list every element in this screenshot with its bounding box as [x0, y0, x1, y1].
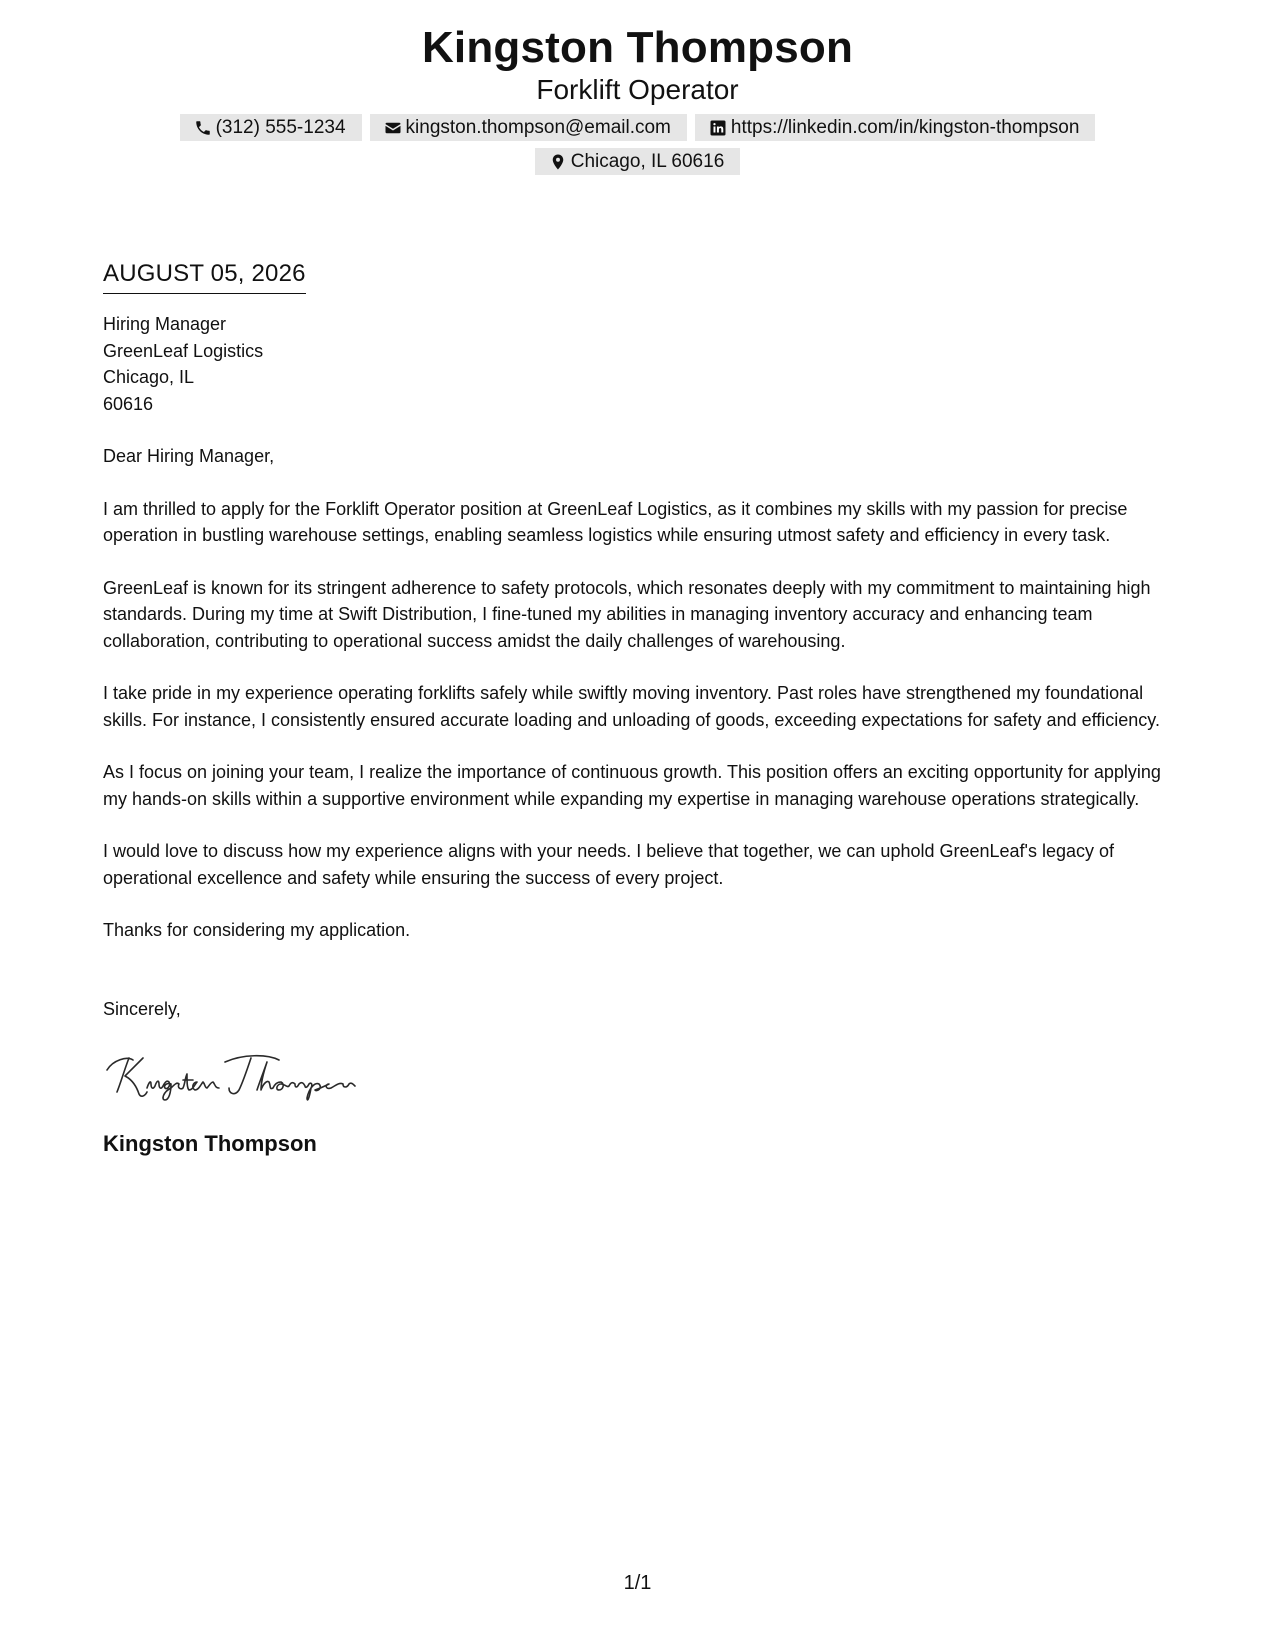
phone-number: (312) 555-1234	[215, 117, 346, 138]
location-text: Chicago, IL 60616	[570, 151, 725, 172]
letter-date: AUGUST 05, 2026	[103, 257, 306, 294]
location-chip[interactable]	[535, 148, 741, 175]
phone-chip[interactable]	[180, 114, 362, 141]
recipient-line: Chicago, IL	[103, 367, 195, 387]
map-pin-icon	[549, 153, 567, 171]
linkedin-chip[interactable]	[695, 114, 1096, 141]
body-paragraph: I take pride in my experience operating forklifts safely while swiftly moving inventory. Past roles have strengthened my foundational skills. For instance, I consistently ensured accurate loading and unloading of goods, exceeding expectations for safety and efficiency.	[103, 683, 1160, 730]
envelope-icon	[384, 119, 402, 137]
body-paragraph: GreenLeaf is known for its stringent adherence to safety protocols, which resonates deeply with my commitment to maintaining high standards. During my time at Swift Distribution, I fine-tuned my abilities in managing inventory accuracy and enhancing team collaboration, contributing to operational success amidst the daily challenges of warehousing.	[103, 577, 1151, 651]
contact-row	[0, 114, 1275, 141]
linkedin-url: https://linkedin.com/in/kingston-thompson	[730, 117, 1080, 138]
recipient-line: 60616	[103, 393, 154, 414]
handwritten-signature	[103, 1048, 363, 1104]
body-paragraph: I would love to discuss how my experience aligns with your needs. I believe that together, we can uphold GreenLeaf's legacy of operational excellence and safety while ensuring the success of every project.	[103, 841, 1115, 888]
applicant-name: Kingston Thompson	[421, 23, 854, 72]
applicant-title: Forklift Operator	[536, 74, 739, 105]
email-address: kingston.thompson@email.com	[405, 117, 671, 138]
recipient-block	[103, 311, 1173, 417]
letter-body	[103, 257, 1173, 1158]
body-paragraph: I am thrilled to apply for the Forklift Operator position at GreenLeaf Logistics, as it combines my skills with my passion for precise operation in bustling warehouse settings, enabling seamless logistics while ensuring utmost safety and efficiency in every task.	[103, 498, 1128, 545]
body-paragraph: Thanks for considering my application.	[103, 920, 411, 940]
resume-header	[0, 22, 1275, 175]
recipient-line: Hiring Manager	[103, 314, 227, 334]
recipient-line: GreenLeaf Logistics	[103, 340, 264, 361]
phone-icon	[194, 119, 212, 137]
email-chip[interactable]	[370, 114, 687, 141]
closing: Sincerely,	[103, 998, 181, 1019]
body-paragraph: As I focus on joining your team, I realize the importance of continuous growth. This position offers an exciting opportunity for applying my hands-on skills within a supportive environment while expanding my expertise in managing warehouse operations strategically.	[103, 762, 1161, 809]
page-number: 1/1	[623, 1572, 652, 1594]
contact-row-location	[0, 148, 1275, 175]
signer-name: Kingston Thompson	[103, 1130, 317, 1156]
linkedin-icon	[709, 119, 727, 137]
salutation: Dear Hiring Manager,	[103, 446, 275, 466]
